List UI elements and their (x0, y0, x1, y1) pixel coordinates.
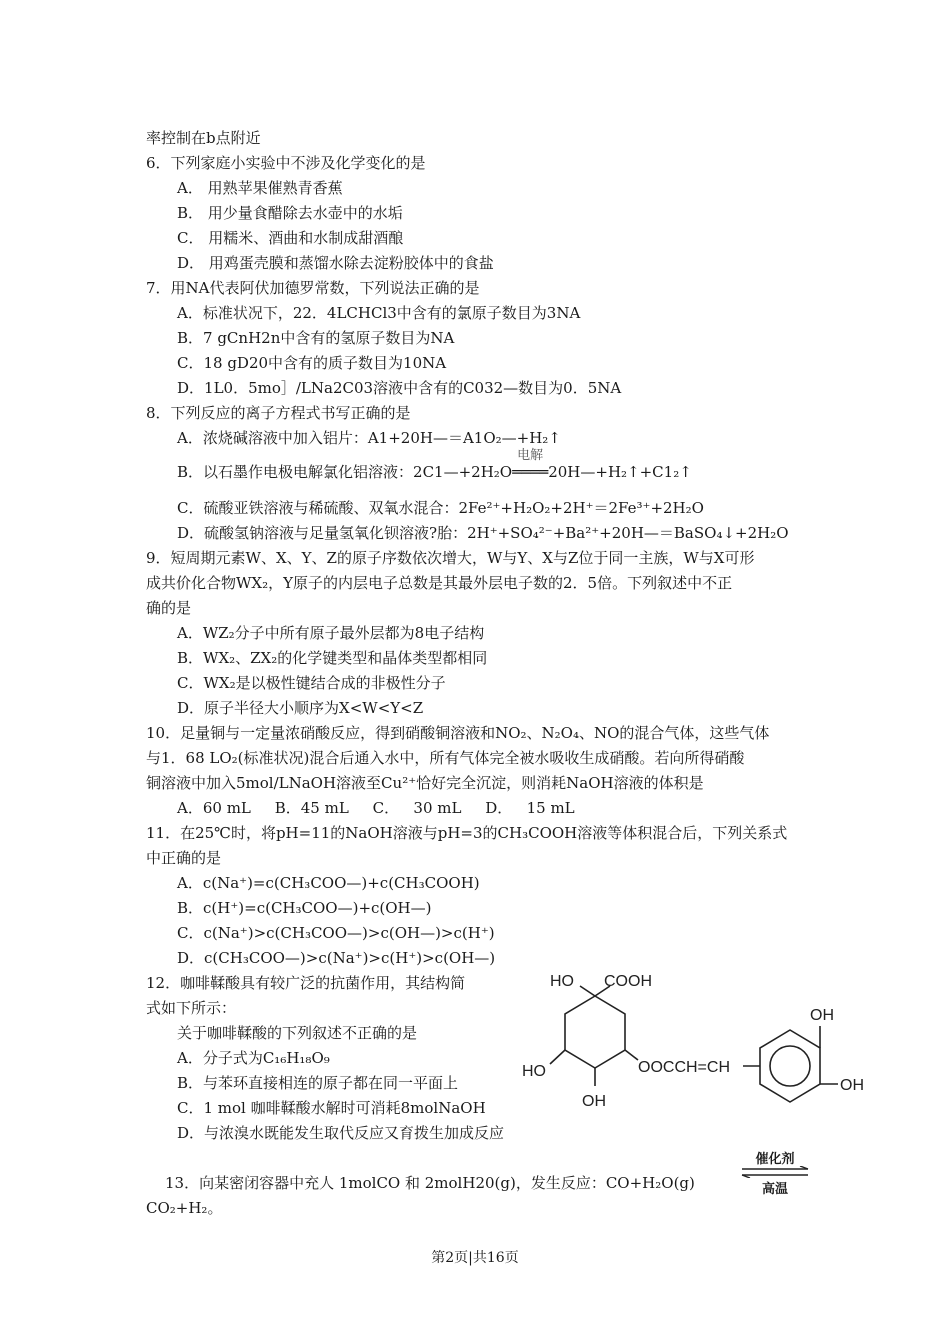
option-7d: D．1L0．5mo］/LNa2C03溶液中含有的C032—数目为0．5NA (177, 379, 622, 397)
reversible-arrow-icon (740, 1166, 810, 1178)
bond-ho-left (550, 1050, 565, 1064)
question-12-line1: 12．咖啡鞣酸具有较广泛的抗菌作用，其结构简 (146, 974, 466, 992)
question-9-line2: 成共价化合物WX₂，Y原子的内层电子总数是其最外层电子数的2．5倍。下列叙述中不正 (146, 574, 733, 592)
question-11-line2: 中正确的是 (146, 849, 222, 867)
option-6a: A． 用熟苹果催熟青香蕉 (177, 179, 343, 197)
benzene-aromatic-circle (770, 1046, 810, 1086)
page-footer: 第2页|共16页 (431, 1250, 519, 1266)
option-11a: A．c(Na⁺)=c(CH₃COO—)+c(CH₃COOH) (177, 874, 480, 892)
question-11-line1: 11．在25℃时，将pH=11的NaOH溶液与pH=3的CH₃COOH溶液等体积混合后，下列关系式 (146, 824, 788, 842)
option-12b: B．与苯环直接相连的原子都在同一平面上 (177, 1074, 459, 1092)
option-9d: D．原子半径大小顺序为X<W<Y<Z (177, 699, 424, 717)
option-8d: D．硫酸氢钠溶液与足量氢氧化钡溶液?胎：2H⁺+SO₄²⁻+Ba²⁺+20H—＝BaSO₄↓+2H₂O (177, 524, 789, 542)
question-13-line1: 13．向某密闭容器中充人 1molCO 和 2molH20(g)，发生反应：CO+H₂O(g) (165, 1174, 695, 1192)
option-8b-left: B．以石墨作电极电解氯化铝溶液：2C1—+2H₂O (177, 463, 513, 481)
option-9a: A．WZ₂分子中所有原子最外层都为8电子结构 (177, 624, 485, 642)
options-10: A．60 mL B．45 mL C． 30 mL D． 15 mL (177, 799, 575, 817)
question-10-line2: 与1．68 LO₂(标准状况)混合后通入水中，所有气体完全被水吸收生成硝酸。若向所得硝酸 (146, 749, 745, 767)
label-cooh: COOH (604, 973, 652, 990)
label-oh-top-right: OH (810, 1007, 834, 1024)
question-12-line3: 关于咖啡鞣酸的下列叙述不正确的是 (177, 1024, 418, 1042)
label-ho-top: HO (550, 973, 574, 990)
option-6d: D． 用鸡蛋壳膜和蒸馏水除去淀粉胶体中的食盐 (177, 254, 494, 272)
electrolysis-label: 电解 (517, 448, 544, 463)
option-7b: B．7 gCnH2n中含有的氢原子数目为NA (177, 329, 455, 347)
condition-catalyst: 催化剂 (755, 1152, 795, 1167)
condition-high-temp: 高温 (761, 1182, 788, 1197)
option-8b-right: 20H—+H₂↑+C1₂↑ (548, 463, 692, 481)
bond-ester (625, 1050, 638, 1060)
option-7c: C．18 gD20中含有的质子数目为10NA (177, 354, 447, 372)
option-12a: A．分子式为C₁₆H₁₈O₉ (177, 1049, 330, 1067)
option-12c: C．1 mol 咖啡鞣酸水解时可消耗8molNaOH (177, 1099, 486, 1117)
option-8a: A．浓烧碱溶液中加入铝片：A1+20H—＝A1O₂—+H₂↑ (177, 429, 561, 447)
text-line: 率控制在b点附近 (146, 129, 261, 147)
label-oh-bottom: OH (582, 1093, 606, 1110)
question-9-line1: 9．短周期元素W、X、Y、Z的原子序数依次增大，W与Y、X与Z位于同一主族，W与X可形 (146, 549, 755, 567)
option-9b: B．WX₂、ZX₂的化学键类型和晶体类型都相同 (177, 649, 488, 667)
molecular-structure (520, 968, 880, 1118)
electrolysis-arrow: 电解 ════ (512, 461, 548, 483)
option-7a: A．标准状况下，22．4LCHCl3中含有的氯原子数目为3NA (177, 304, 581, 322)
question-12-line2: 式如下所示： (146, 999, 237, 1017)
question-13-line2: CO₂+H₂。 (146, 1199, 223, 1217)
bond-ho-top (580, 986, 595, 996)
option-11b: B．c(H⁺)=c(CH₃COO—)+c(OH—) (177, 899, 432, 917)
label-ester-chain: OOCCH=CH (638, 1059, 731, 1076)
option-12d: D．与浓溴水既能发生取代反应又育拨生加成反应 (177, 1124, 505, 1142)
question-10-line3: 铜溶液中加入5mol/LNaOH溶液至Cu²⁺恰好完全沉淀，则消耗NaOH溶液的体积是 (146, 774, 704, 792)
question-7: 7．用NA代表阿伏加德罗常数，下列说法正确的是 (146, 279, 480, 297)
reaction-condition (740, 1148, 810, 1198)
option-11d: D．c(CH₃COO—)>c(Na⁺)>c(H⁺)>c(OH—) (177, 949, 496, 967)
question-8: 8．下列反应的离子方程式书写正确的是 (146, 404, 411, 422)
option-6c: C． 用糯米、酒曲和水制成甜酒酿 (177, 229, 404, 247)
option-8c: C．硫酸亚铁溶液与稀硫酸、双氧水混合：2Fe²⁺+H₂O₂+2H⁺＝2Fe³⁺+2H₂O (177, 499, 704, 517)
question-9-line3: 确的是 (146, 599, 192, 617)
question-10-line1: 10．足量铜与一定量浓硝酸反应，得到硝酸铜溶液和NO₂、N₂O₄、NO的混合气体，这些气体 (146, 724, 770, 742)
cyclohexane-ring (565, 996, 625, 1068)
benzene-ring (760, 1030, 820, 1102)
question-6: 6．下列家庭小实验中不涉及化学变化的是 (146, 154, 426, 172)
option-8b (177, 448, 692, 483)
option-6b: B． 用少量食醋除去水壶中的水垢 (177, 204, 403, 222)
option-9c: C．WX₂是以极性键结合成的非极性分子 (177, 674, 446, 692)
label-oh-right: OH (840, 1077, 864, 1094)
label-ho-left: HO (522, 1063, 546, 1080)
option-11c: C．c(Na⁺)>c(CH₃COO—)>c(OH—)>c(H⁺) (177, 924, 495, 942)
